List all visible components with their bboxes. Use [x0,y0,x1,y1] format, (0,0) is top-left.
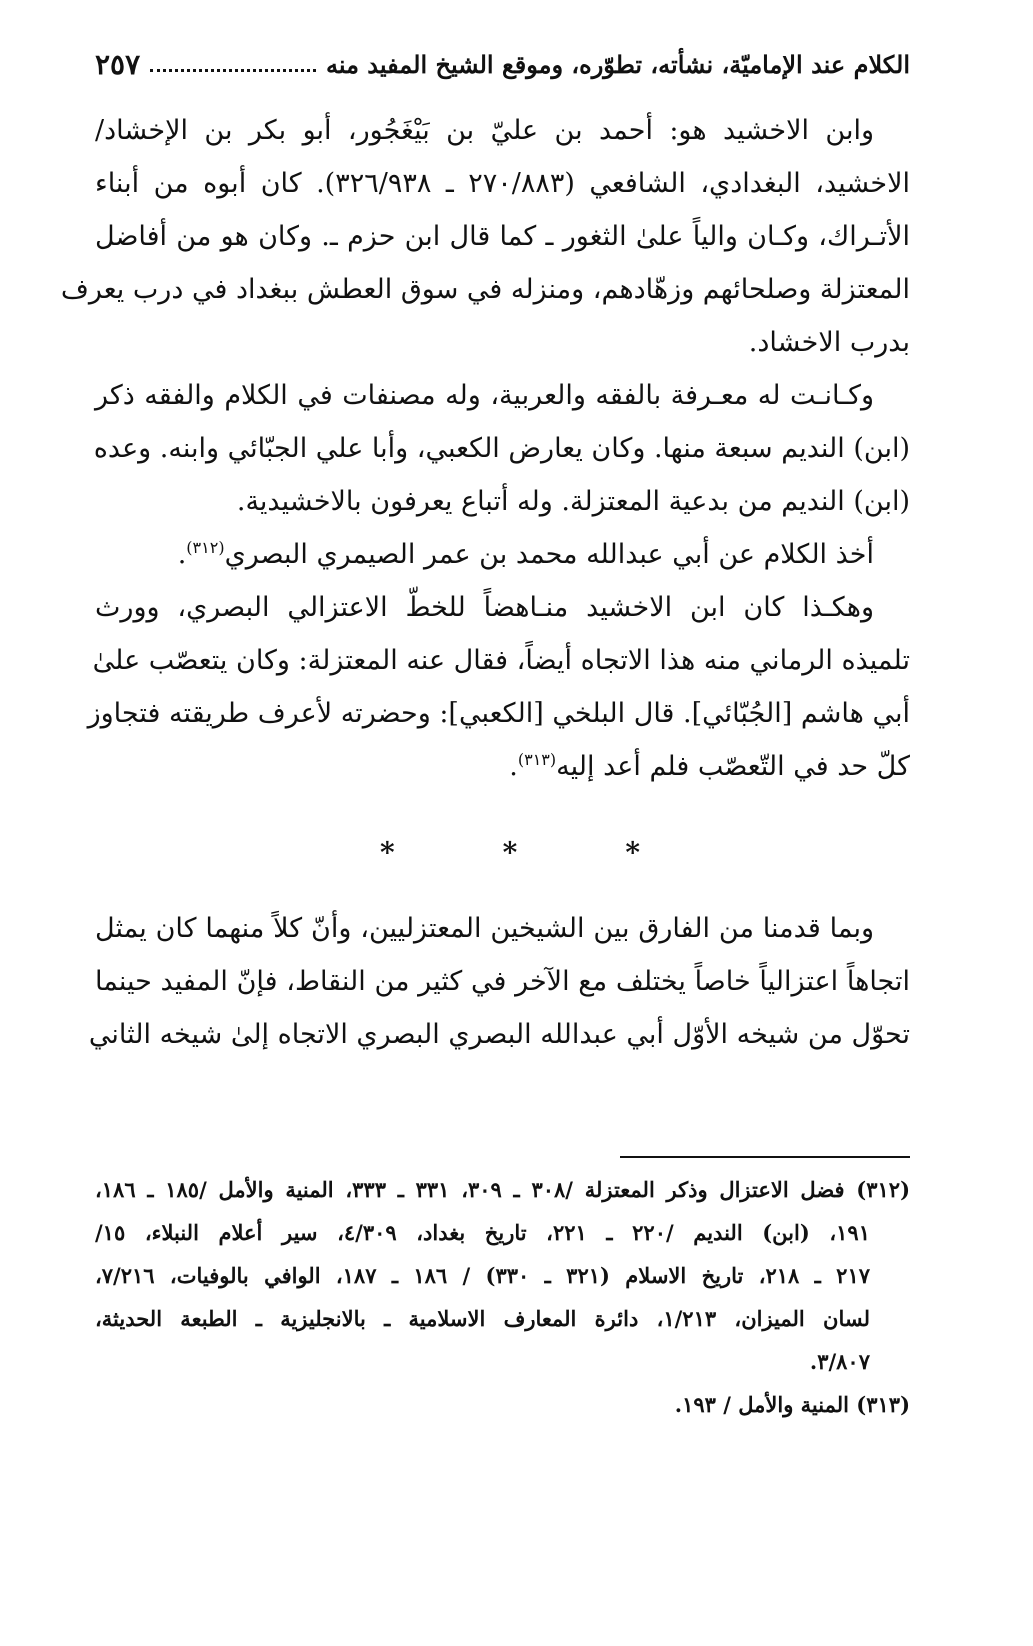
note-ref-313: (٣١٣) [517,750,557,769]
body-line: الاخشيد، البغدادي، الشافعي (٢٧٠/٨٨٣ ـ ٣٢٦/٩٣٨). كان أبوه من أبناء [95,168,910,199]
footnote-line: لسان الميزان، ١/٢١٣، دائرة المعارف الاسلامية ـ بالانجليزية ـ الطبعة الحديثة، [95,1306,870,1331]
running-title: الكلام عند الإماميّة، نشأته، تطوّره، وموقع الشيخ المفيد منه [325,49,910,79]
page-header [95,44,910,84]
page-number: ٢٥٧ [95,47,141,81]
separator-star: * [625,836,640,869]
note-ref-312: (٣١٢) [186,538,225,557]
body-line: أبي هاشم [الجُبّائي]. قال البلخي [الكعبي]: وحضرته لأعرف طريقته فتجاوز [87,698,910,729]
body-line: وكـانـت له معـرفة بالفقه والعربية، وله مصنفات في الكلام والفقه ذكر [95,380,874,411]
footnote-rule [620,1156,910,1158]
body-line: وهكـذا كان ابن الاخشيد منـاهضاً للخطّ الاعتزالي البصري، وورث [95,592,874,623]
footnote-line: (٣١٢) فضل الاعتزال وذكر المعتزلة /٣٠٨ ـ ٣٠٩، ٣٣١ ـ ٣٣٣، المنية والأمل /١٨٥ ـ ١٨٦، [95,1177,911,1202]
body-text: كلّ حد في التّعصّب فلم أعد إليه [556,751,910,782]
section-separator [380,836,640,876]
body-line: الأتـراك، وكـان والياً علىٰ الثغور ـ كما قال ابن حزم ـ. وكان هو من أفاضل [95,221,910,252]
footnote-line: (٣١٣) المنية والأمل / ١٩٣. [674,1392,910,1417]
body-line: (ابن) النديم سبعة منها. وكان يعارض الكعبي، وأبا علي الجبّائي وابنه. وعده [93,433,910,464]
separator-star: * [502,836,518,869]
footnote-line: ١٩١، (ابن) النديم /٢٢٠ ـ ٢٢١، تاريخ بغداد، ٤/٣٠٩، سير أعلام النبلاء، ١٥/ [95,1220,870,1245]
footnote-line: ٢١٧ ـ ٢١٨، تاريخ الاسلام (٣٢١ ـ ٣٣٠) / ١٨٦ ـ ١٨٧، الوافي بالوفيات، ٧/٢١٦، [95,1263,871,1288]
body-line: تحوّل من شيخه الأوّل أبي عبدالله البصري البصري الاتجاه إلىٰ شيخه الثاني [88,1019,910,1050]
body-line-with-note: كلّ حد في التّعصّب فلم أعد إليه$^{(٣١٣)}$. [509,750,910,782]
body-line: وابن الاخشيد هو: أحمد بن عليّ بن بَيْغَجُور، أبو بكر بن الإخشاد/ [95,115,874,146]
body-line-with-note: أخذ الكلام عن أبي عبدالله محمد بن عمر الصيمري البصري$^{(٣١٢)}$. [177,538,874,570]
body-line: تلميذه الرماني منه هذا الاتجاه أيضاً، فقال عنه المعتزلة: وكان يتعصّب علىٰ [92,645,910,676]
body-text: أخذ الكلام عن أبي عبدالله محمد بن عمر الصيمري البصري [224,539,874,570]
leader-dots [150,69,316,72]
footnote-line: ٣/٨٠٧. [809,1349,870,1374]
body-line: (ابن) النديم من بدعية المعتزلة. وله أتباع يعرفون بالاخشيدية. [236,486,910,517]
body-line: اتجاهاً اعتزالياً خاصاً يختلف مع الآخر في كثير من النقاط، فإنّ المفيد حينما [95,966,910,997]
body-line: وبما قدمنا من الفارق بين الشيخين المعتزليين، وأنّ كلاً منهما كان يمثل [95,913,874,944]
body-line: المعتزلة وصلحائهم وزهّادهم، ومنزله في سوق العطش ببغداد في درب يعرف [60,274,910,305]
body-line: بدرب الاخشاد. [748,327,910,358]
separator-star: * [380,836,395,869]
